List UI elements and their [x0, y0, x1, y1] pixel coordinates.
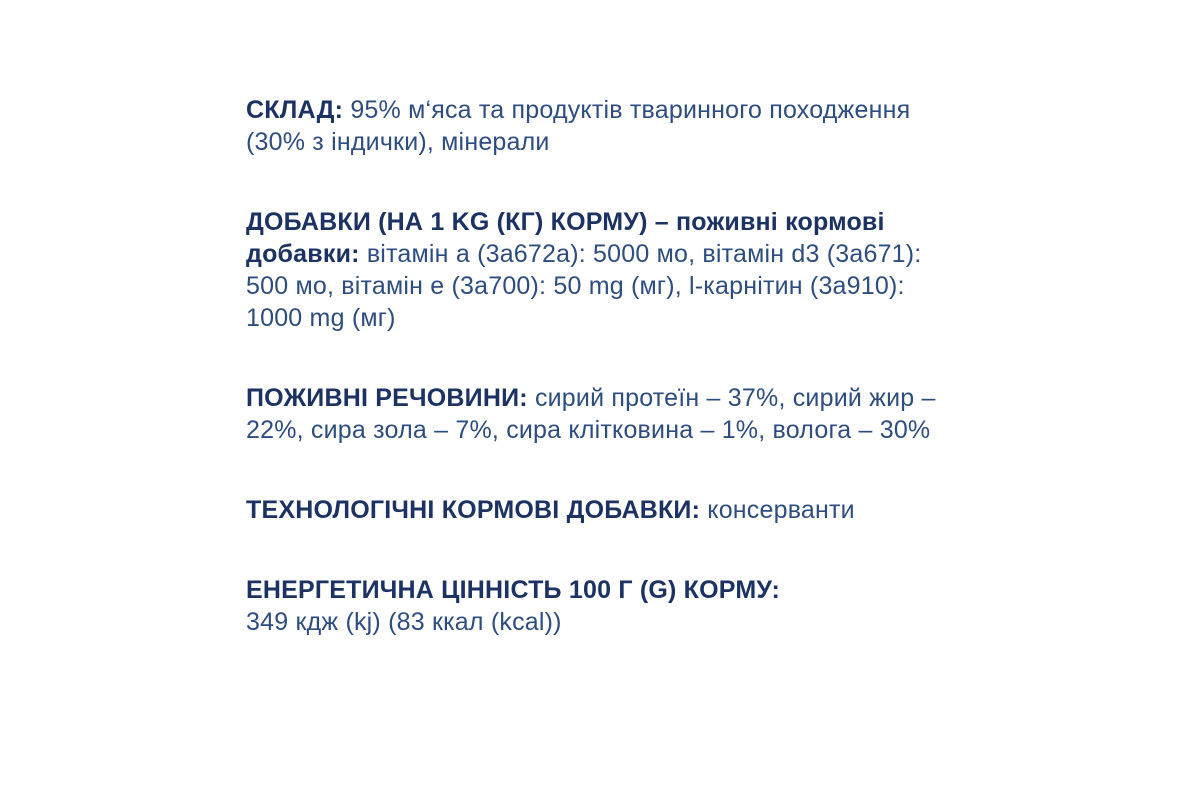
energy-value-paragraph	[246, 574, 948, 638]
additives-text: вітамін а (3а672а): 5000 мо, вітамін d3 (3а671): 500 мо, вітамін е (3а700): 50 mg (мг), l-карнітин (3а910): 1000 mg (мг)	[246, 240, 922, 332]
product-label-text	[246, 94, 948, 686]
nutrients-text: сирий протеїн – 37%, сирий жир – 22%, сира зола – 7%, сира клітковина – 1%, волога – 30%	[246, 384, 936, 444]
composition-text: 95% м‘яса та продуктів тваринного походження (30% з індички), мінерали	[246, 96, 911, 156]
additives-paragraph	[246, 206, 948, 334]
composition-paragraph	[246, 94, 948, 158]
technological-additives-heading: ТЕХНОЛОГІЧНІ КОРМОВІ ДОБАВКИ:	[246, 496, 701, 524]
nutrients-paragraph	[246, 382, 948, 446]
nutrients-heading: ПОЖИВНІ РЕЧОВИНИ:	[246, 384, 528, 412]
energy-value-heading: ЕНЕРГЕТИЧНА ЦІННІСТЬ 100 Г (G) КОРМУ:	[246, 576, 781, 604]
technological-additives-paragraph	[246, 494, 948, 526]
energy-value-text: 349 кдж (kj) (83 ккал (kcal))	[246, 608, 562, 636]
composition-heading: СКЛАД:	[246, 96, 344, 124]
technological-additives-text: консерванти	[700, 496, 855, 524]
additives-heading: ДОБАВКИ (НА 1 KG (КГ) КОРМУ) – поживні кормові добавки:	[246, 208, 885, 268]
